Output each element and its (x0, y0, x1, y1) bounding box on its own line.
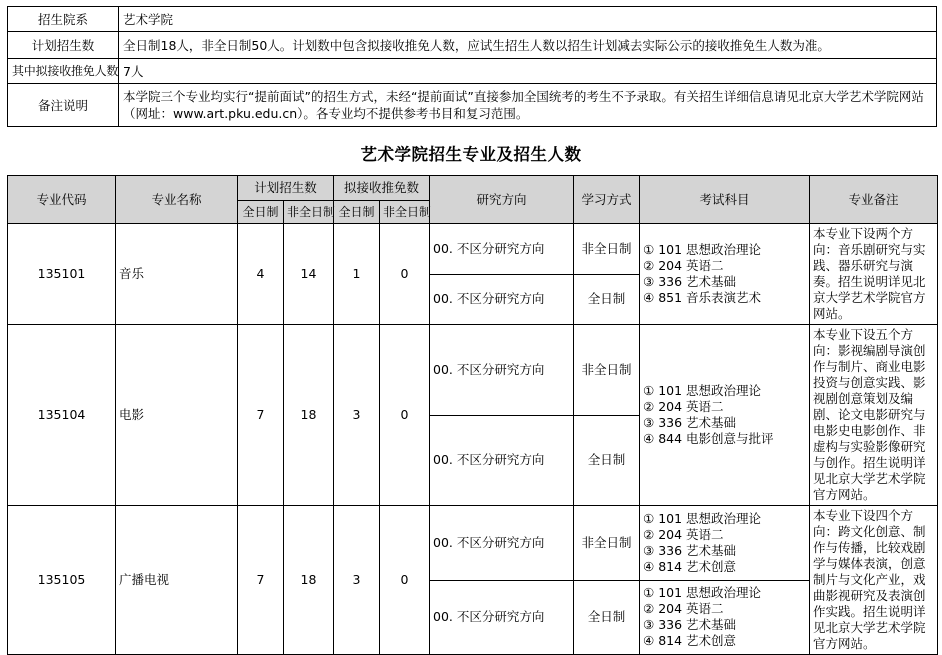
cell-plan-parttime: 14 (284, 224, 334, 325)
cell-exam-subjects (640, 325, 810, 506)
info-value-remarks: 本学院三个专业均实行“提前面试”的招生方式，未经“提前面试”直接参加全国统考的考生不予录取。有关招生详细信息请见北京大学艺术学院网站（网址：www.art.pku.edu.cn）。各专业均不提供参考书目和复习范围。 (119, 84, 937, 127)
cell-study-mode: 非全日制 (574, 325, 640, 416)
col-header-major-code: 专业代码 (8, 176, 116, 224)
cell-recommend-fulltime: 3 (334, 325, 380, 506)
col-header-plan-group: 计划招生数 (238, 176, 334, 201)
table-row (8, 325, 938, 416)
exam-subject-item: ② 204 英语二 (643, 258, 724, 273)
cell-major-name: 广播电视 (116, 506, 238, 655)
col-header-plan-fulltime: 全日制 (238, 201, 284, 224)
exam-subject-item: ④ 814 艺术创意 (643, 633, 737, 649)
cell-major-code: 135104 (8, 325, 116, 506)
cell-research-direction: 00. 不区分研究方向 (430, 325, 574, 416)
exam-subject-item: ④ 844 电影创意与批评 (643, 431, 774, 446)
info-label-recommended-quota: 其中拟接收推免人数 (8, 59, 119, 84)
table-row (8, 224, 938, 275)
col-header-major-name: 专业名称 (116, 176, 238, 224)
col-header-exam-subjects: 考试科目 (640, 176, 810, 224)
cell-major-remark: 本专业下设五个方向：影视编剧导演创作与制片、商业电影投资与创意实践、影视剧创意策划及编剧、论文电影研究与电影史电影创作、非虚构与实验影像研究与创作。招生说明详见北京大学艺术学院官方网站。 (810, 325, 938, 506)
cell-research-direction: 00. 不区分研究方向 (430, 506, 574, 581)
info-value-department: 艺术学院 (119, 7, 937, 32)
exam-subject-item: ④ 814 艺术创意 (643, 558, 737, 574)
cell-recommend-parttime: 0 (380, 325, 430, 506)
info-label-planned-enrollment: 计划招生数 (8, 32, 119, 59)
exam-subject-item: ① 101 思想政治理论 (643, 510, 762, 526)
majors-table (7, 175, 938, 655)
cell-major-name: 电影 (116, 325, 238, 506)
cell-exam-subjects (640, 580, 810, 655)
table-row (8, 84, 937, 127)
cell-research-direction: 00. 不区分研究方向 (430, 274, 574, 325)
exam-subject-item: ① 101 思想政治理论 (643, 242, 762, 257)
table-row (8, 506, 938, 581)
info-value-planned-enrollment: 全日制18人，非全日制50人。计划数中包含拟接收推免人数，应试生招生人数以招生计划减去实际公示的接收推免生人数为准。 (119, 32, 937, 59)
table-row (8, 59, 937, 84)
cell-study-mode: 非全日制 (574, 506, 640, 581)
col-header-recommend-group: 拟接收推免数 (334, 176, 430, 201)
admissions-page (0, 6, 942, 651)
cell-recommend-fulltime: 3 (334, 506, 380, 655)
table-row (8, 32, 937, 59)
cell-study-mode: 全日制 (574, 415, 640, 506)
col-header-recommend-fulltime: 全日制 (334, 201, 380, 224)
exam-subject-item: ① 101 思想政治理论 (643, 585, 762, 601)
cell-research-direction: 00. 不区分研究方向 (430, 580, 574, 655)
cell-major-remark: 本专业下设两个方向：音乐剧研究与实践、器乐研究与演奏。招生说明详见北京大学艺术学院官方网站。 (810, 224, 938, 325)
cell-plan-fulltime: 7 (238, 506, 284, 655)
col-header-plan-parttime: 非全日制 (284, 201, 334, 224)
exam-subject-item: ③ 336 艺术基础 (643, 617, 737, 633)
cell-major-code: 135105 (8, 506, 116, 655)
cell-study-mode: 全日制 (574, 580, 640, 655)
cell-major-code: 135101 (8, 224, 116, 325)
info-label-department: 招生院系 (8, 7, 119, 32)
page-title: 艺术学院招生专业及招生人数 (360, 145, 582, 164)
exam-subject-item: ② 204 英语二 (643, 601, 724, 617)
cell-plan-parttime: 18 (284, 506, 334, 655)
cell-exam-subjects (640, 224, 810, 325)
cell-exam-subjects (640, 506, 810, 581)
cell-study-mode: 全日制 (574, 274, 640, 325)
cell-recommend-parttime: 0 (380, 224, 430, 325)
col-header-recommend-parttime: 非全日制 (380, 201, 430, 224)
cell-research-direction: 00. 不区分研究方向 (430, 224, 574, 275)
program-info-table (7, 6, 937, 127)
cell-major-name: 音乐 (116, 224, 238, 325)
cell-recommend-parttime: 0 (380, 506, 430, 655)
table-row (8, 7, 937, 32)
info-label-remarks: 备注说明 (8, 84, 119, 127)
exam-subject-item: ③ 336 艺术基础 (643, 274, 737, 289)
col-header-major-remark: 专业备注 (810, 176, 938, 224)
exam-subject-item: ① 101 思想政治理论 (643, 383, 762, 398)
cell-plan-fulltime: 7 (238, 325, 284, 506)
cell-recommend-fulltime: 1 (334, 224, 380, 325)
cell-major-remark: 本专业下设四个方向：跨文化创意、制作与传播，比较戏剧学与媒体表演，创意制片与文化产业，戏曲影视研究及表演创作实践。招生说明详见北京大学艺术学院官方网站。 (810, 506, 938, 655)
cell-study-mode: 非全日制 (574, 224, 640, 275)
info-value-recommended-quota: 7人 (119, 59, 937, 84)
cell-research-direction: 00. 不区分研究方向 (430, 415, 574, 506)
exam-subject-item: ③ 336 艺术基础 (643, 542, 737, 558)
cell-plan-fulltime: 4 (238, 224, 284, 325)
table-header-row-primary (8, 176, 938, 201)
cell-plan-parttime: 18 (284, 325, 334, 506)
col-header-study-mode: 学习方式 (574, 176, 640, 224)
exam-subject-item: ② 204 英语二 (643, 399, 724, 414)
exam-subject-item: ② 204 英语二 (643, 526, 724, 542)
col-header-research-direction: 研究方向 (430, 176, 574, 224)
exam-subject-item: ④ 851 音乐表演艺术 (643, 290, 762, 305)
exam-subject-item: ③ 336 艺术基础 (643, 415, 737, 430)
